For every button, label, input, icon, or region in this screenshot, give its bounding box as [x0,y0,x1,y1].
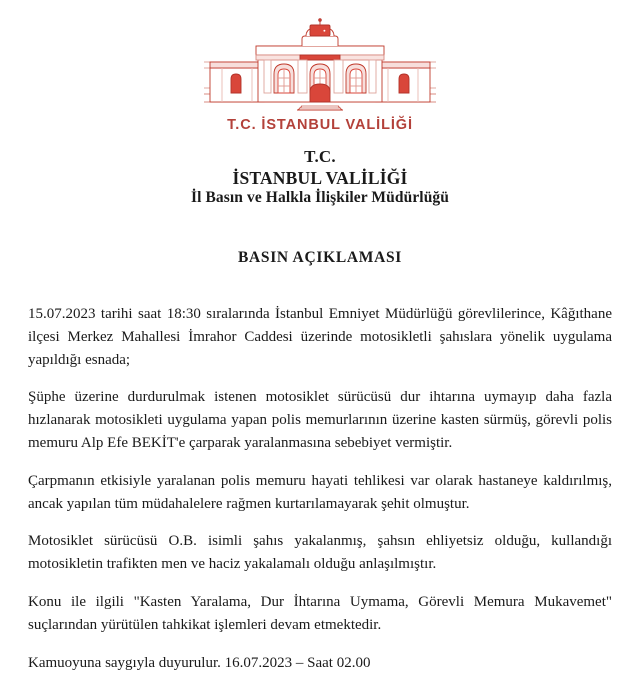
istanbul-governorship-building-icon [202,16,438,116]
paragraph: Şüphe üzerine durdurulmak istenen motosiklet sürücüsü dur ihtarına uymayıp daha fazla hızlanarak motosikleti uygulama yapan polis memurlarının üzerine kasten sürmüş, görevli polis memuru Alp Efe BEKİT'e çarparak yaralanmasına sebebiyet vermiştir. [28,389,612,451]
paragraph: Motosiklet sürücüsü O.B. isimli şahıs yakalanmış, şahsın ehliyetsiz olduğu, kullandığı motosikletin trafikten men ve haciz yakalamalı olduğu anlaşılmıştır. [28,533,612,573]
heading-line-department: İl Basın ve Halkla İlişkiler Müdürlüğü [190,189,450,207]
paragraph: Çarpmanın etkisiyle yaralanan polis memuru hayati tehlikesi var olarak hastaneye kaldırılmış, ancak yapılan tüm müdahalelere rağmen kurtarılamayarak şehit olmuştur. [28,472,612,512]
closing-line: Kamuoyuna saygıyla duyurulur. 16.07.2023 – Saat 02.00 [28,654,371,671]
paragraph: 15.07.2023 tarihi saat 18:30 sıralarında İstanbul Emniyet Müdürlüğü görevlilerince, Kâğıthane ilçesi Merkez Mahallesi İmrahor Caddesi üzerinde motosikletli şahıslara yönelik uygulama yapıldığı esnada; [28,305,612,368]
document-body [28,303,612,674]
letterhead-logo [0,0,640,133]
logo-caption: T.C. İSTANBUL VALİLİĞİ [227,117,413,133]
letterhead-heading [0,147,640,208]
page-title: BASIN AÇIKLAMASI [237,248,403,266]
paragraph: Konu ile ilgili "Kasten Yaralama, Dur İhtarına Uymama, Görevli Memura Mukavemet" suçlarından yürütülen tahkikat işlemleri devam etmektedir. [28,593,612,633]
heading-line-tc: T.C. [304,147,336,166]
heading-line-governorship: İSTANBUL VALİLİĞİ [232,167,408,188]
